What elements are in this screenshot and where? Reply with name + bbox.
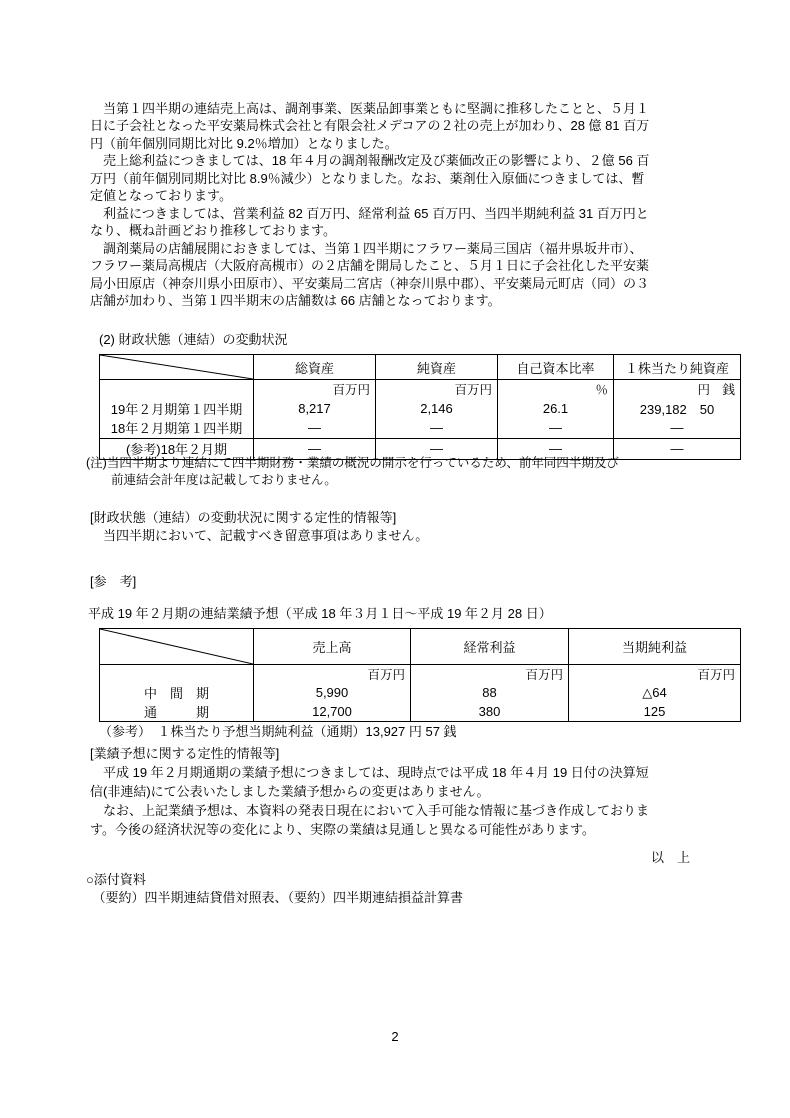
attachments-body: （要約）四半期連結貸借対照表、（要約）四半期連結損益計算書 xyxy=(86,890,464,905)
overview-paragraphs xyxy=(90,100,730,309)
cell-value: 26.1 xyxy=(498,398,614,418)
cell-value: ― xyxy=(254,438,376,459)
cell-value: ― xyxy=(376,438,498,459)
cell-value: ― xyxy=(498,438,614,459)
cell-value: ― xyxy=(614,418,741,438)
cell-value: 380 xyxy=(411,702,569,722)
qualitative-financial-section xyxy=(90,509,428,544)
body-line: なお、上記業績予想は、本資料の発表日現在において入手可能な情報に基づき作成しておりま xyxy=(90,803,650,818)
body-line: 円（前年個別同期比対比 9.2％増加）となりました。 xyxy=(90,135,398,151)
row-label: 中 間 期 xyxy=(100,683,254,702)
body-line: フラワー薬局高槻店（大阪府高槻市）の２店舗を開局したこと、５月１日に子会社化した平安薬 xyxy=(90,258,650,274)
diagonal-line xyxy=(100,355,253,379)
body-line: 売上総利益につきましては、18 年４月の調剤報酬改定及び薬価改正の影響により、２億 56 百 xyxy=(90,153,650,169)
closing-mark: 以 上 xyxy=(650,850,690,865)
cell-value: △64 xyxy=(569,683,741,702)
unit-label: 百万円 xyxy=(254,380,376,399)
row-label: (参考)18年２月期 xyxy=(100,438,254,459)
body-line: 万円（前年個別同期比対比 8.9％減少）となりました。なお、薬剤仕入原価につきましては、暫 xyxy=(90,170,645,186)
col-header-net-assets-per-share: １株当たり純資産 xyxy=(614,355,741,380)
cell-value: 239,182 50 xyxy=(614,398,741,418)
note-line: 前連結会計年度は記載しておりません。 xyxy=(86,473,337,488)
note-line: (注)当四半期より連結にて四半期財務・業績の概況の開示を行っているため、前年同四半期及び xyxy=(86,456,619,470)
diagonal-header-cell xyxy=(100,355,254,380)
empty-cell xyxy=(100,665,254,684)
qualitative-financial-body: 当四半期において、記載すべき留意事項はありません。 xyxy=(90,527,429,543)
body-line: 信(非連結)にて公表いたしました業績予想からの変更はありません。 xyxy=(90,784,490,799)
unit-label: 百万円 xyxy=(254,665,411,684)
forecast-table xyxy=(99,628,741,722)
unit-label: 百万円 xyxy=(411,665,569,684)
cell-value: ― xyxy=(254,418,376,438)
diagonal-line xyxy=(100,629,253,664)
cell-value: ― xyxy=(376,418,498,438)
cell-value: 88 xyxy=(411,683,569,702)
unit-label: 百万円 xyxy=(569,665,741,684)
cell-value: 5,990 xyxy=(254,683,411,702)
row-label: 19年２月期第１四半期 xyxy=(100,398,254,418)
forecast-title: 平成 19 年２月期の連結業績予想（平成 18 年３月１日～平成 19 年２月 28 日） xyxy=(88,606,552,621)
col-header-equity-ratio: 自己資本比率 xyxy=(498,355,614,380)
empty-cell xyxy=(100,380,254,399)
cell-value: ― xyxy=(498,418,614,438)
body-line: 平成 19 年２月期通期の業績予想につきましては、現時点では平成 18 年４月 19 日付の決算短 xyxy=(90,765,649,780)
reference-heading: [参 考] xyxy=(90,574,137,589)
col-header-net-sales: 売上高 xyxy=(254,629,411,665)
body-line: 調剤薬局の店舗展開におきましては、当第１四半期にフラワー薬局三国店（福井県坂井市）、 xyxy=(90,240,643,256)
col-header-net-income: 当期純利益 xyxy=(569,629,741,665)
cell-value: 125 xyxy=(569,702,741,722)
body-line: 局小田原店（神奈川県小田原市）、平安薬局二宮店（神奈川県中郡）、平安薬局元町店（同）の３ xyxy=(90,275,650,291)
cell-value: 12,700 xyxy=(254,702,411,722)
unit-label: 円 銭 xyxy=(614,380,741,399)
body-line: 店舗が加わり、当第１四半期末の店舗数は 66 店舗となっております。 xyxy=(90,292,501,308)
cell-value: 2,146 xyxy=(376,398,498,418)
row-label: 18年２月期第１四半期 xyxy=(100,418,254,438)
financial-position-table xyxy=(99,354,741,460)
body-line: 当第１四半期の連結売上高は、調剤事業、医薬品卸事業ともに堅調に推移したことと、５月１ xyxy=(90,101,650,116)
col-header-total-assets: 総資産 xyxy=(254,355,376,380)
page-number: 2 xyxy=(391,1029,399,1044)
col-header-net-assets: 純資産 xyxy=(376,355,498,380)
forecast-qualitative-section xyxy=(90,744,649,839)
diagonal-header-cell xyxy=(100,629,254,665)
qualitative-financial-heading: [財政状態（連結）の変動状況に関する定性的情報等] xyxy=(90,510,397,525)
unit-label: 百万円 xyxy=(376,380,498,399)
forecast-qualitative-heading: [業績予想に関する定性的情報等] xyxy=(90,746,280,761)
body-line: す。今後の経済状況等の変化により、実際の業績は見通しと異なる可能性があります。 xyxy=(90,822,595,837)
row-label: 通 期 xyxy=(100,702,254,722)
body-line: 利益につきましては、営業利益 82 百万円、経常利益 65 百万円、当四半期純利益 31 百万円と xyxy=(90,205,649,221)
body-line: 日に子会社となった平安薬局株式会社と有限会社メデコアの２社の売上が加わり、28 億 81 百万 xyxy=(90,118,650,134)
col-header-ordinary-income: 経常利益 xyxy=(411,629,569,665)
body-line: なり、概ね計画どおり推移しております。 xyxy=(90,223,336,239)
section-heading-financial-position: (2) 財政状態（連結）の変動状況 xyxy=(99,332,288,347)
table-note xyxy=(86,455,619,489)
unit-label: ％ xyxy=(498,380,614,399)
forecast-note: （参考） １株当たり予想当期純利益（通期）13,927 円 57 銭 xyxy=(99,724,457,739)
attachments-section xyxy=(86,871,463,907)
cell-value: 8,217 xyxy=(254,398,376,418)
attachments-heading: ○添付資料 xyxy=(86,872,146,887)
body-line: 定値となっております。 xyxy=(90,188,232,204)
cell-value: ― xyxy=(614,438,741,459)
